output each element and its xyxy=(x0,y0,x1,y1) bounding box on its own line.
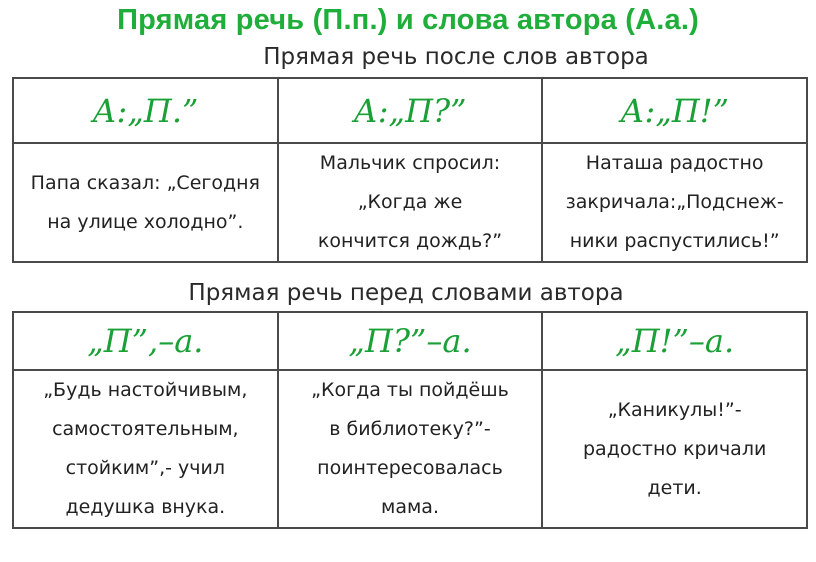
example-question xyxy=(279,371,542,527)
example-statement xyxy=(14,371,277,527)
section1-table xyxy=(12,77,808,263)
formula-cell xyxy=(278,312,543,370)
section2-table xyxy=(12,311,808,529)
formula-exclamation: А:„П!” xyxy=(620,91,730,130)
section2-example-row xyxy=(13,370,807,528)
example-line: на улице холодно”. xyxy=(47,210,244,233)
example-exclamation xyxy=(543,144,806,261)
section1-example-row xyxy=(13,143,807,262)
formula-question: А:„П?” xyxy=(353,91,467,130)
example-statement xyxy=(14,164,277,242)
example-line: самостоятельным, xyxy=(52,418,239,440)
example-cell xyxy=(13,143,278,262)
example-line: радостно кричали xyxy=(583,437,767,460)
section2-formula-row xyxy=(13,312,807,370)
example-line: в библиотеку?”- xyxy=(329,418,491,440)
example-line: дети. xyxy=(647,476,702,499)
example-line: Мальчик спросил: xyxy=(319,152,501,174)
formula-cell xyxy=(542,312,807,370)
example-line: Папа сказал: „Сегодня xyxy=(30,171,260,194)
example-line: ники распустились!” xyxy=(569,230,780,252)
example-line: кончится дождь?” xyxy=(317,230,503,252)
example-cell xyxy=(278,143,543,262)
example-line: поинтересовалась xyxy=(317,457,503,479)
page-title: Прямая речь (П.п.) и слова автора (А.а.) xyxy=(117,4,699,36)
formula-question: „П?”–а. xyxy=(348,322,472,360)
example-question xyxy=(279,144,542,261)
example-line: „Когда же xyxy=(357,191,463,213)
example-line: дедушка внука. xyxy=(65,496,226,518)
section1-formula-row xyxy=(13,78,807,143)
formula-cell xyxy=(278,78,543,143)
formula-cell xyxy=(13,78,278,143)
example-cell xyxy=(542,143,807,262)
example-line: „Когда ты пойдёшь xyxy=(311,379,509,401)
section1-heading: Прямая речь после слов автора xyxy=(263,44,649,70)
formula-cell xyxy=(542,78,807,143)
example-cell xyxy=(542,370,807,528)
example-cell xyxy=(278,370,543,528)
example-line: „Каникулы!”- xyxy=(607,398,742,421)
formula-statement: А:„П.” xyxy=(92,91,199,130)
example-line: мама. xyxy=(380,496,439,518)
section2-heading: Прямая речь перед словами автора xyxy=(188,280,624,306)
example-exclamation xyxy=(543,391,806,508)
example-cell xyxy=(13,370,278,528)
example-line: Наташа радостно xyxy=(585,152,764,174)
formula-exclamation: „П!”–а. xyxy=(615,322,735,360)
example-line: „Будь настойчивым, xyxy=(43,379,248,401)
example-line: закричала:„Подснеж- xyxy=(565,191,784,213)
formula-cell xyxy=(13,312,278,370)
example-line: стойким”,- учил xyxy=(65,457,226,479)
formula-statement: „П”,–а. xyxy=(87,322,204,360)
